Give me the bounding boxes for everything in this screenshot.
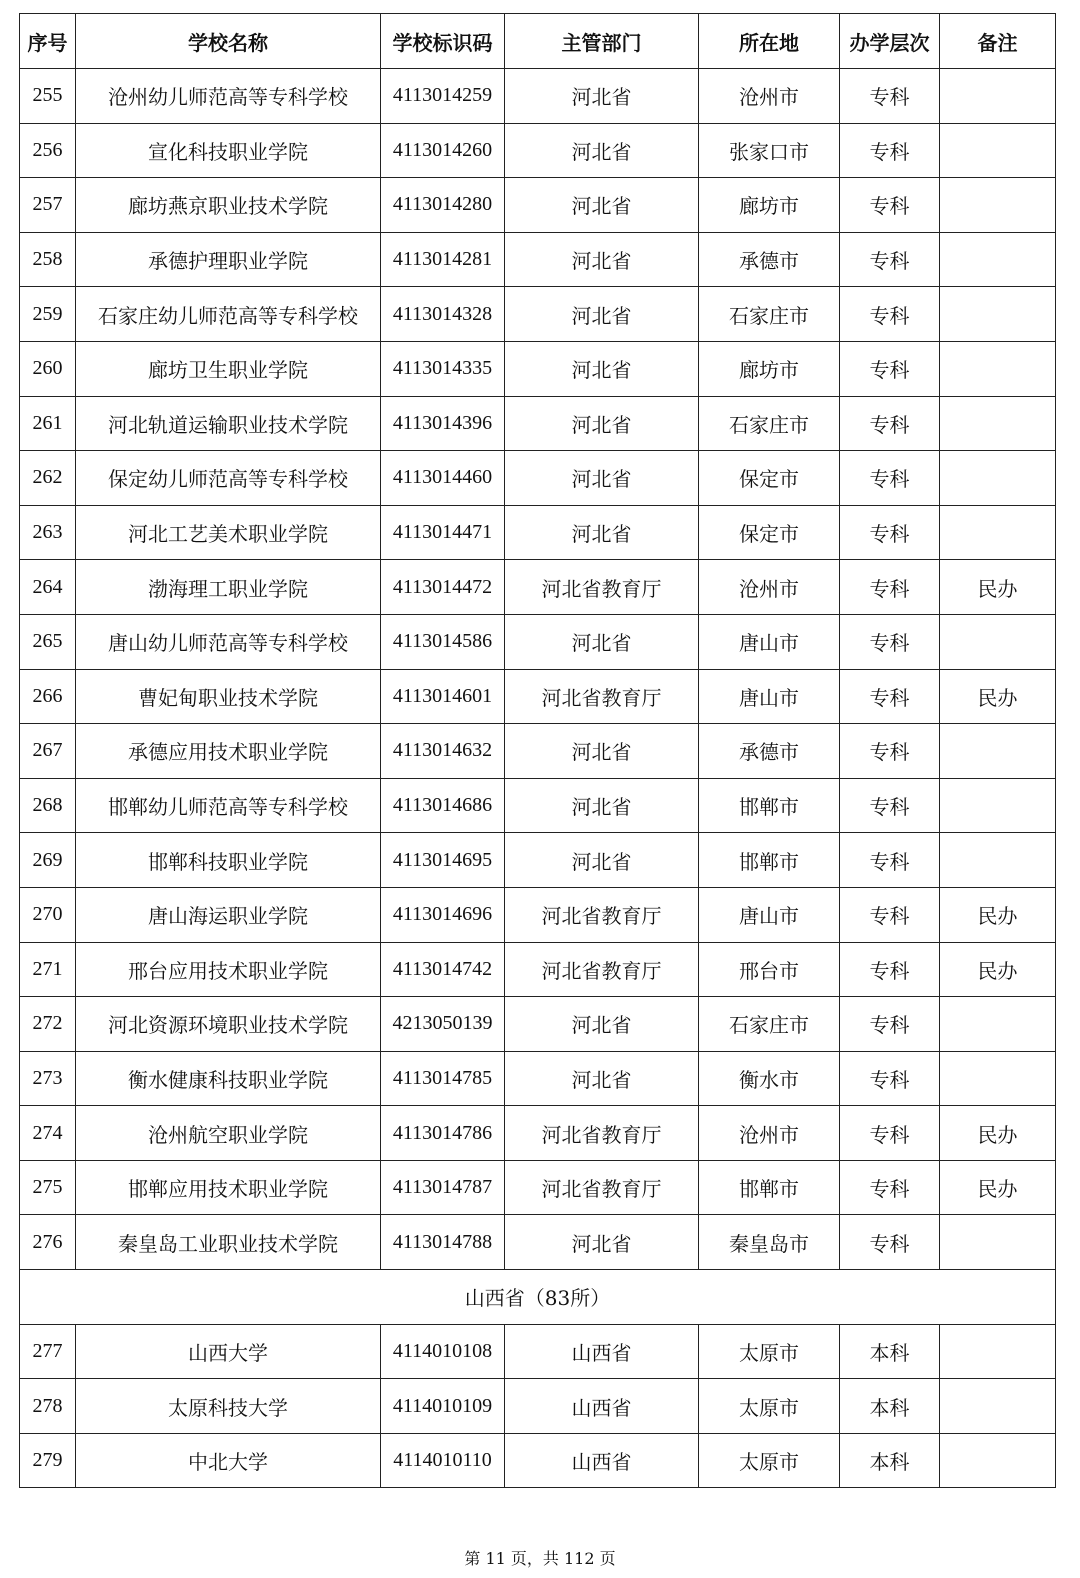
cell-department: 河北省	[505, 1215, 699, 1270]
cell-seq: 272	[20, 997, 76, 1052]
cell-school-name: 曹妃甸职业技术学院	[76, 669, 381, 724]
cell-seq: 269	[20, 833, 76, 888]
table-body-hebei	[20, 69, 1056, 1270]
cell-seq: 273	[20, 1051, 76, 1106]
cell-school-code: 4113014460	[381, 451, 505, 506]
cell-seq: 274	[20, 1106, 76, 1161]
table-row	[20, 123, 1056, 178]
cell-remark	[940, 1051, 1056, 1106]
cell-department: 河北省	[505, 505, 699, 560]
cell-level: 专科	[840, 1215, 940, 1270]
schools-table	[19, 13, 1056, 1488]
cell-school-code: 4113014601	[381, 669, 505, 724]
cell-school-name: 石家庄幼儿师范高等专科学校	[76, 287, 381, 342]
cell-school-name: 中北大学	[76, 1433, 381, 1488]
cell-location: 秦皇岛市	[699, 1215, 840, 1270]
header-seq: 序号	[20, 14, 76, 69]
cell-seq: 264	[20, 560, 76, 615]
cell-department: 河北省	[505, 396, 699, 451]
cell-department: 河北省	[505, 341, 699, 396]
cell-seq: 260	[20, 341, 76, 396]
cell-school-code: 4113014742	[381, 942, 505, 997]
cell-school-name: 沧州航空职业学院	[76, 1106, 381, 1161]
cell-department: 河北省教育厅	[505, 669, 699, 724]
table-row	[20, 614, 1056, 669]
table-row	[20, 778, 1056, 833]
cell-location: 廊坊市	[699, 178, 840, 233]
header-location: 所在地	[699, 14, 840, 69]
cell-seq: 261	[20, 396, 76, 451]
cell-school-code: 4113014281	[381, 232, 505, 287]
cell-department: 河北省	[505, 778, 699, 833]
cell-department: 河北省	[505, 614, 699, 669]
cell-school-code: 4113014586	[381, 614, 505, 669]
cell-level: 专科	[840, 451, 940, 506]
cell-department: 河北省	[505, 178, 699, 233]
cell-seq: 257	[20, 178, 76, 233]
cell-seq: 259	[20, 287, 76, 342]
cell-school-code: 4113014788	[381, 1215, 505, 1270]
cell-level: 专科	[840, 997, 940, 1052]
cell-location: 邢台市	[699, 942, 840, 997]
cell-department: 河北省	[505, 451, 699, 506]
cell-department: 河北省	[505, 997, 699, 1052]
cell-seq: 268	[20, 778, 76, 833]
cell-department: 河北省教育厅	[505, 1106, 699, 1161]
cell-location: 唐山市	[699, 614, 840, 669]
cell-level: 专科	[840, 287, 940, 342]
cell-school-code: 4113014686	[381, 778, 505, 833]
cell-school-name: 河北工艺美术职业学院	[76, 505, 381, 560]
cell-department: 河北省	[505, 69, 699, 124]
cell-school-name: 邢台应用技术职业学院	[76, 942, 381, 997]
cell-location: 邯郸市	[699, 778, 840, 833]
cell-school-code: 4114010108	[381, 1324, 505, 1379]
cell-department: 河北省	[505, 724, 699, 779]
cell-seq: 278	[20, 1379, 76, 1434]
cell-remark	[940, 1379, 1056, 1434]
section-title: 山西省（83所）	[20, 1270, 1056, 1325]
cell-school-name: 秦皇岛工业职业技术学院	[76, 1215, 381, 1270]
cell-school-code: 4213050139	[381, 997, 505, 1052]
cell-school-code: 4113014696	[381, 887, 505, 942]
cell-school-code: 4113014786	[381, 1106, 505, 1161]
cell-remark	[940, 997, 1056, 1052]
table-row	[20, 451, 1056, 506]
cell-remark: 民办	[940, 1160, 1056, 1215]
cell-location: 廊坊市	[699, 341, 840, 396]
cell-level: 本科	[840, 1324, 940, 1379]
cell-school-name: 唐山幼儿师范高等专科学校	[76, 614, 381, 669]
table-row	[20, 997, 1056, 1052]
cell-school-code: 4114010110	[381, 1433, 505, 1488]
cell-school-name: 廊坊卫生职业学院	[76, 341, 381, 396]
cell-remark	[940, 178, 1056, 233]
table-row	[20, 505, 1056, 560]
cell-level: 专科	[840, 887, 940, 942]
cell-location: 邯郸市	[699, 833, 840, 888]
cell-department: 山西省	[505, 1324, 699, 1379]
cell-level: 专科	[840, 1160, 940, 1215]
cell-department: 河北省	[505, 232, 699, 287]
cell-remark	[940, 232, 1056, 287]
cell-level: 专科	[840, 232, 940, 287]
cell-remark	[940, 1433, 1056, 1488]
cell-department: 山西省	[505, 1379, 699, 1434]
table-row	[20, 1215, 1056, 1270]
cell-remark: 民办	[940, 887, 1056, 942]
cell-school-name: 承德护理职业学院	[76, 232, 381, 287]
cell-school-name: 太原科技大学	[76, 1379, 381, 1434]
cell-remark	[940, 123, 1056, 178]
cell-location: 沧州市	[699, 1106, 840, 1161]
cell-remark	[940, 1324, 1056, 1379]
cell-school-name: 邯郸科技职业学院	[76, 833, 381, 888]
cell-department: 河北省教育厅	[505, 1160, 699, 1215]
cell-location: 太原市	[699, 1379, 840, 1434]
table-row	[20, 942, 1056, 997]
cell-level: 本科	[840, 1433, 940, 1488]
cell-location: 承德市	[699, 232, 840, 287]
cell-seq: 279	[20, 1433, 76, 1488]
cell-location: 保定市	[699, 505, 840, 560]
cell-department: 河北省教育厅	[505, 560, 699, 615]
cell-department: 山西省	[505, 1433, 699, 1488]
cell-school-code: 4114010109	[381, 1379, 505, 1434]
cell-location: 张家口市	[699, 123, 840, 178]
cell-school-code: 4113014472	[381, 560, 505, 615]
cell-school-name: 宣化科技职业学院	[76, 123, 381, 178]
table-row	[20, 1433, 1056, 1488]
cell-location: 衡水市	[699, 1051, 840, 1106]
cell-department: 河北省	[505, 1051, 699, 1106]
cell-department: 河北省	[505, 123, 699, 178]
cell-level: 专科	[840, 123, 940, 178]
cell-level: 专科	[840, 778, 940, 833]
cell-location: 邯郸市	[699, 1160, 840, 1215]
cell-school-name: 渤海理工职业学院	[76, 560, 381, 615]
cell-school-code: 4113014280	[381, 178, 505, 233]
header-department: 主管部门	[505, 14, 699, 69]
cell-department: 河北省	[505, 287, 699, 342]
cell-level: 专科	[840, 614, 940, 669]
cell-school-name: 唐山海运职业学院	[76, 887, 381, 942]
cell-location: 沧州市	[699, 69, 840, 124]
cell-remark	[940, 1215, 1056, 1270]
cell-school-code: 4113014396	[381, 396, 505, 451]
header-school-code: 学校标识码	[381, 14, 505, 69]
cell-school-name: 保定幼儿师范高等专科学校	[76, 451, 381, 506]
cell-level: 专科	[840, 724, 940, 779]
cell-remark	[940, 396, 1056, 451]
table-row	[20, 1324, 1056, 1379]
cell-seq: 277	[20, 1324, 76, 1379]
cell-remark	[940, 724, 1056, 779]
cell-school-code: 4113014632	[381, 724, 505, 779]
cell-seq: 267	[20, 724, 76, 779]
table-row	[20, 833, 1056, 888]
cell-location: 沧州市	[699, 560, 840, 615]
section-row	[20, 1270, 1056, 1325]
cell-location: 石家庄市	[699, 287, 840, 342]
cell-seq: 271	[20, 942, 76, 997]
cell-school-name: 山西大学	[76, 1324, 381, 1379]
cell-school-name: 廊坊燕京职业技术学院	[76, 178, 381, 233]
header-remark: 备注	[940, 14, 1056, 69]
table-row	[20, 396, 1056, 451]
cell-location: 石家庄市	[699, 396, 840, 451]
cell-school-code: 4113014260	[381, 123, 505, 178]
cell-seq: 276	[20, 1215, 76, 1270]
cell-school-code: 4113014471	[381, 505, 505, 560]
cell-remark: 民办	[940, 1106, 1056, 1161]
cell-remark: 民办	[940, 942, 1056, 997]
table-row	[20, 1106, 1056, 1161]
cell-school-name: 衡水健康科技职业学院	[76, 1051, 381, 1106]
table-row	[20, 1379, 1056, 1434]
cell-remark	[940, 614, 1056, 669]
cell-level: 专科	[840, 1051, 940, 1106]
cell-seq: 265	[20, 614, 76, 669]
cell-school-name: 承德应用技术职业学院	[76, 724, 381, 779]
cell-level: 专科	[840, 178, 940, 233]
table-row	[20, 232, 1056, 287]
table-body-section	[20, 1270, 1056, 1325]
table-row	[20, 69, 1056, 124]
cell-seq: 266	[20, 669, 76, 724]
table-row	[20, 1051, 1056, 1106]
cell-seq: 256	[20, 123, 76, 178]
cell-location: 保定市	[699, 451, 840, 506]
cell-school-name: 邯郸应用技术职业学院	[76, 1160, 381, 1215]
cell-level: 专科	[840, 833, 940, 888]
header-row	[20, 14, 1056, 69]
table-row	[20, 341, 1056, 396]
cell-seq: 270	[20, 887, 76, 942]
table-row	[20, 560, 1056, 615]
cell-remark	[940, 451, 1056, 506]
cell-remark	[940, 778, 1056, 833]
cell-school-name: 河北资源环境职业技术学院	[76, 997, 381, 1052]
cell-remark	[940, 505, 1056, 560]
cell-remark	[940, 69, 1056, 124]
cell-remark: 民办	[940, 669, 1056, 724]
cell-seq: 262	[20, 451, 76, 506]
cell-department: 河北省	[505, 833, 699, 888]
cell-school-name: 河北轨道运输职业技术学院	[76, 396, 381, 451]
cell-location: 石家庄市	[699, 997, 840, 1052]
table-row	[20, 1160, 1056, 1215]
cell-remark	[940, 833, 1056, 888]
cell-school-code: 4113014335	[381, 341, 505, 396]
cell-seq: 255	[20, 69, 76, 124]
header-level: 办学层次	[840, 14, 940, 69]
cell-level: 专科	[840, 341, 940, 396]
cell-level: 专科	[840, 942, 940, 997]
cell-location: 唐山市	[699, 887, 840, 942]
cell-remark: 民办	[940, 560, 1056, 615]
page-footer: 第 11 页，共 112 页	[464, 1549, 616, 1568]
cell-seq: 263	[20, 505, 76, 560]
cell-school-name: 沧州幼儿师范高等专科学校	[76, 69, 381, 124]
cell-remark	[940, 341, 1056, 396]
cell-location: 承德市	[699, 724, 840, 779]
table-row	[20, 287, 1056, 342]
cell-school-code: 4113014695	[381, 833, 505, 888]
table-row	[20, 178, 1056, 233]
cell-department: 河北省教育厅	[505, 887, 699, 942]
cell-level: 专科	[840, 505, 940, 560]
cell-location: 唐山市	[699, 669, 840, 724]
table-row	[20, 724, 1056, 779]
cell-seq: 275	[20, 1160, 76, 1215]
cell-location: 太原市	[699, 1433, 840, 1488]
table-row	[20, 669, 1056, 724]
cell-level: 专科	[840, 69, 940, 124]
cell-level: 本科	[840, 1379, 940, 1434]
cell-location: 太原市	[699, 1324, 840, 1379]
cell-school-code: 4113014787	[381, 1160, 505, 1215]
cell-level: 专科	[840, 560, 940, 615]
cell-seq: 258	[20, 232, 76, 287]
cell-level: 专科	[840, 396, 940, 451]
cell-level: 专科	[840, 1106, 940, 1161]
cell-school-code: 4113014259	[381, 69, 505, 124]
cell-remark	[940, 287, 1056, 342]
cell-level: 专科	[840, 669, 940, 724]
table-row	[20, 887, 1056, 942]
header-school-name: 学校名称	[76, 14, 381, 69]
cell-department: 河北省教育厅	[505, 942, 699, 997]
cell-school-code: 4113014328	[381, 287, 505, 342]
cell-school-code: 4113014785	[381, 1051, 505, 1106]
cell-school-name: 邯郸幼儿师范高等专科学校	[76, 778, 381, 833]
table-body-shanxi	[20, 1324, 1056, 1488]
